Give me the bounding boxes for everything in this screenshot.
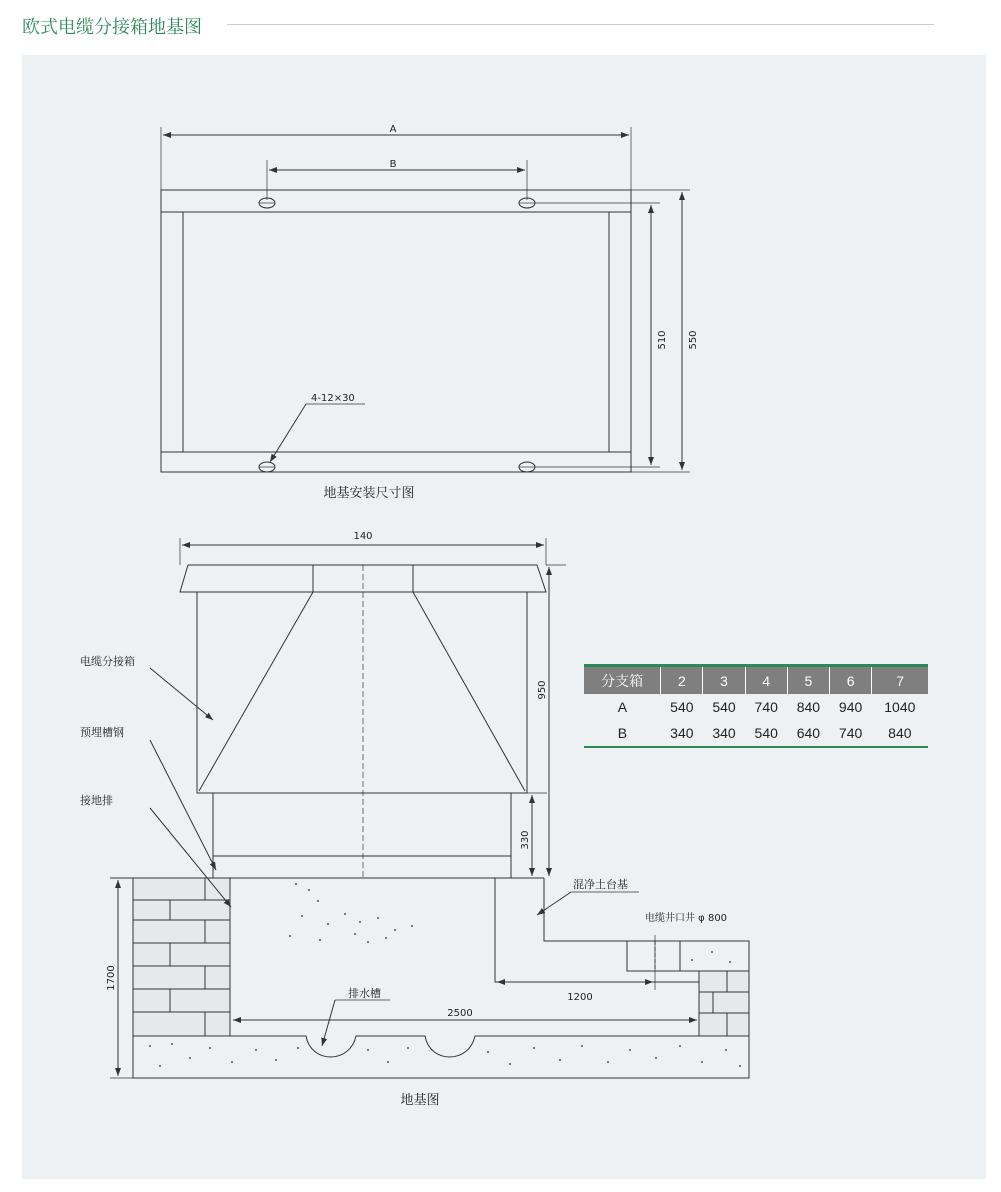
label-ground-bar: 接地排	[80, 794, 113, 807]
table-cell: 540	[745, 720, 787, 747]
label-cable-well: 电缆井口井 φ 800	[645, 913, 728, 924]
dim-1200-label: 1200	[567, 992, 593, 1003]
table-cell: 740	[745, 694, 787, 720]
table-row	[584, 720, 928, 747]
page-title: 欧式电缆分接箱地基图	[22, 17, 202, 38]
table-cell: 340	[703, 720, 745, 747]
table-cell: B	[584, 720, 661, 747]
table-header-cell: 6	[830, 666, 872, 695]
aggregate-texture	[149, 883, 741, 1067]
dim-1700-label: 1700	[106, 965, 117, 991]
table-cell: 540	[703, 694, 745, 720]
label-channel-steel: 预埋槽钢	[80, 726, 124, 739]
label-cable-box: 电缆分接箱	[80, 655, 135, 668]
table-cell: 940	[830, 694, 872, 720]
table-header-cell: 3	[703, 666, 745, 695]
hole-spec-label: 4-12×30	[311, 393, 355, 404]
dimension-table	[584, 664, 928, 748]
table-header-cell: 2	[661, 666, 703, 695]
label-concrete-base: 混净土台基	[573, 878, 628, 891]
table-cell: 1040	[872, 694, 928, 720]
dim-550-label: 550	[688, 330, 699, 350]
top-drawing	[161, 127, 690, 472]
table-header-cell: 分支箱	[584, 666, 661, 695]
table-cell: 340	[661, 720, 703, 747]
table-header-cell: 5	[787, 666, 829, 695]
table-header-cell: 7	[872, 666, 928, 695]
dim-140-label: 140	[353, 531, 373, 542]
table-cell: 640	[787, 720, 829, 747]
table-header-row	[584, 666, 928, 695]
table-cell: A	[584, 694, 661, 720]
table-cell: 840	[787, 694, 829, 720]
dim-2500-label: 2500	[447, 1008, 473, 1019]
dim-a-label: A	[389, 124, 397, 135]
bottom-drawing-caption: 地基图	[400, 1093, 440, 1108]
bottom-drawing	[110, 538, 749, 1078]
dim-950-label: 950	[537, 680, 548, 700]
table-cell: 840	[872, 720, 928, 747]
table-cell: 740	[830, 720, 872, 747]
table-cell: 540	[661, 694, 703, 720]
table-header-cell: 4	[745, 666, 787, 695]
top-drawing-caption: 地基安装尺寸图	[323, 486, 415, 501]
dim-b-label: B	[389, 159, 397, 170]
label-drain: 排水槽	[348, 987, 381, 1000]
dim-510-label: 510	[657, 330, 668, 350]
dim-330-label: 330	[520, 830, 531, 850]
table-row	[584, 694, 928, 720]
